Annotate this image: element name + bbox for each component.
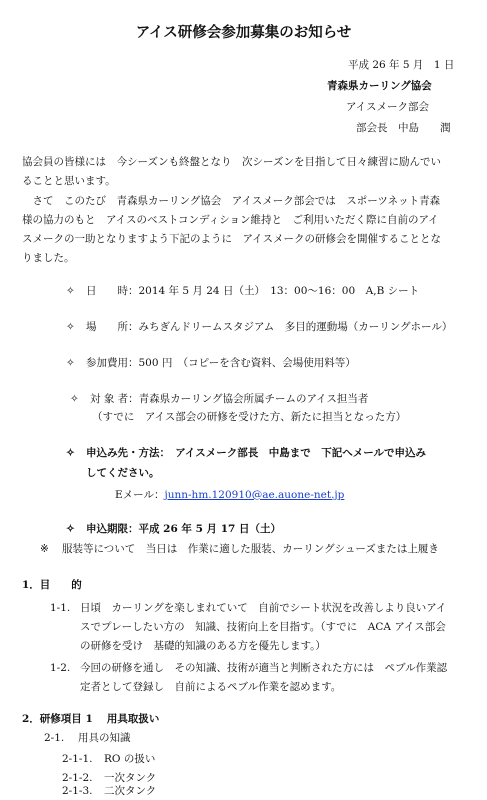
dress-note-text: 服装等について 当日は 作業に適した服装、カーリングシューズまたは上履き [62,543,439,555]
bullet-icon: ✧ [66,285,75,297]
issue-date: 平成 26 年 5 月 1 日 [348,59,455,71]
section1-item-line: 日頃 カーリングを楽しまれていて 自前でシート状況を改善しより良いアイ [80,602,447,614]
bullet-icon: ✧ [70,393,79,405]
intro-line: 協会員の皆様には 今シーズンも終盤となり 次シーズンを目指して日々練習に励んでい [22,156,441,168]
detail-datetime [66,284,419,298]
section2-sub-label: 用具の知識 [78,732,131,744]
detail-apply [66,446,426,460]
section2-item-label: 二次タンク [104,785,157,797]
detail-fee-text: 参加費用：500 円 （コピーを含む資料、会場使用料等） [86,357,356,369]
intro-line: さて このたび 青森県カーリング協会 アイスメーク部会では スポーツネット青森 [22,195,441,207]
email-label: Eメール： [115,489,165,501]
section1-item-num: 1-2. [50,662,71,674]
note-mark: ※ [40,543,49,555]
section1-item-line: の研修を受け 基礎的知識のある方を優先します。） [80,640,326,652]
detail-datetime-text: 日 時：2014 年 5 月 24 日（土） 13：00～16：00 A,B シート [86,285,420,297]
section2-item-num: 2-1-1. [62,753,93,765]
document-title: アイス研修会参加募集のお知らせ [135,24,352,41]
section2-sub-num: 2-1. [44,732,65,744]
dress-note [40,542,439,556]
detail-venue [66,320,452,334]
author-name: 部会長 中島 潤 [356,122,451,134]
detail-apply-cont: してください。 [86,467,160,479]
section1-item-line: 今回の研修を通し その知識、技術が適当と判断された方には ペブル作業認 [80,662,448,674]
section2-item [62,752,155,766]
bullet-icon: ✧ [66,321,75,333]
bullet-icon: ✧ [66,523,75,535]
detail-target-text: 対 象 者：青森県カーリング協会所属チームのアイス担当者 [90,393,369,405]
section2-item-num: 2-1-2. [62,772,93,784]
detail-target [70,392,368,406]
section1-item-line: スでプレーしたい方の 知識、技術向上を目指す。（すでに ACA アイス部会 [80,621,446,633]
section2-item-num: 2-1-3. [62,785,93,797]
detail-apply-text: 申込み先・方法： アイスメーク部長 中島まで 下記へメールで申込み [86,447,426,459]
organization-name: 青森県カーリング協会 [327,80,432,92]
section2-item-label: RO の扱い [104,753,156,765]
detail-target-note: （すでに アイス部会の研修を受けた方、新たに担当となった方） [92,411,407,423]
bullet-icon: ✧ [66,357,75,369]
detail-deadline-text: 申込期限：平成 26 年 5 月 17 日（土） [86,523,281,535]
bullet-icon: ✧ [66,447,75,459]
section2-heading: 2．研修項目 1 用具取扱い [22,713,160,725]
department-name: アイスメーク部会 [346,101,429,113]
intro-line: スメークの一助となりますよう下記のように アイスメークの研修会を開催することとな [22,233,441,245]
section2-item-label: 一次タンク [104,772,157,784]
section1-item-num: 1-1. [50,602,71,614]
email-row [115,488,344,502]
section2-item [62,771,156,785]
detail-deadline [66,522,281,536]
section1-item-line: 定者として登録し 自前によるペブル作業を認めます。 [80,681,342,693]
detail-venue-text: 場 所：みちぎんドリームスタジアム 多目的運動場（カーリングホール） [86,321,453,333]
detail-fee [66,356,356,370]
intro-line: ることと思います。 [22,175,116,187]
email-link[interactable]: junn-hm.120910@ae.auone-net.jp [164,489,345,501]
section2-item [62,784,156,798]
section1-heading: 1．目 的 [22,579,82,591]
intro-line: りました。 [22,252,75,264]
intro-line: 様の協力のもと アイスのベストコンディション維持と ご利用いただく際に自前のアイ [22,214,439,226]
